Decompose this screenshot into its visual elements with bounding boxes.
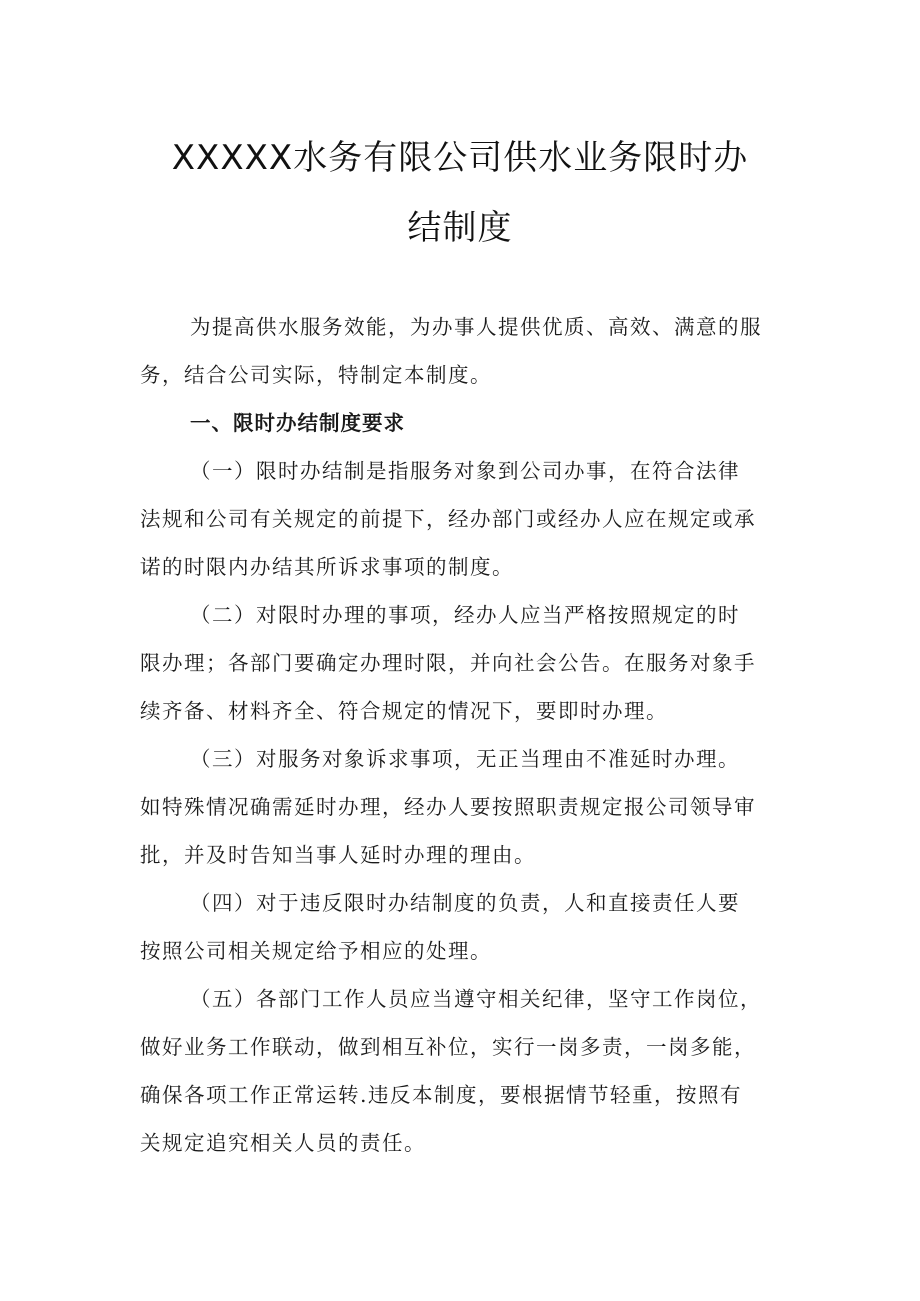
item-2-line-3: 续齐备、材料齐全、符合规定的情况下，要即时办理。: [140, 699, 668, 723]
item-5-line-1: （五）各部门工作人员应当遵守相关纪律，坚守工作岗位，: [190, 987, 762, 1011]
document-title-line-2: 结制度: [407, 208, 513, 248]
item-1-line-2: 法规和公司有关规定的前提下，经办部门或经办人应在规定或承: [140, 507, 756, 531]
item-2-line-2: 限办理；各部门要确定办理时限，并向社会公告。在服务对象手: [140, 651, 756, 675]
item-4-line-2: 按照公司相关规定给予相应的处理。: [140, 939, 492, 963]
item-5-line-4: 关规定追究相关人员的责任。: [140, 1131, 426, 1155]
document-title-line-1: XXXXX水务有限公司供水业务限时办: [171, 138, 749, 178]
item-4-line-1: （四）对于违反限时办结制度的负责，人和直接责任人要: [190, 891, 740, 915]
item-3-line-1: （三）对服务对象诉求事项，无正当理由不准延时办理。: [190, 747, 740, 771]
item-2-line-1: （二）对限时办理的事项，经办人应当严格按照规定的时: [190, 603, 740, 627]
item-1-line-1: （一）限时办结制是指服务对象到公司办事，在符合法律: [190, 459, 740, 483]
item-5-line-3: 确保各项工作正常运转.违反本制度，要根据情节轻重，按照有: [140, 1083, 743, 1107]
intro-line-2: 务，结合公司实际，特制定本制度。: [140, 363, 492, 387]
intro-line-1: 为提高供水服务效能，为办事人提供优质、高效、满意的服: [190, 315, 762, 339]
item-3-line-2: 如特殊情况确需延时办理，经办人要按照职责规定报公司领导审: [140, 795, 756, 819]
item-1-line-3: 诺的时限内办结其所诉求事项的制度。: [140, 555, 514, 579]
item-5-line-2: 做好业务工作联动，做到相互补位，实行一岗多责，一岗多能，: [140, 1035, 756, 1059]
item-3-line-3: 批，并及时告知当事人延时办理的理由。: [140, 843, 536, 867]
section-1-heading: 一、限时办结制度要求: [190, 411, 405, 435]
